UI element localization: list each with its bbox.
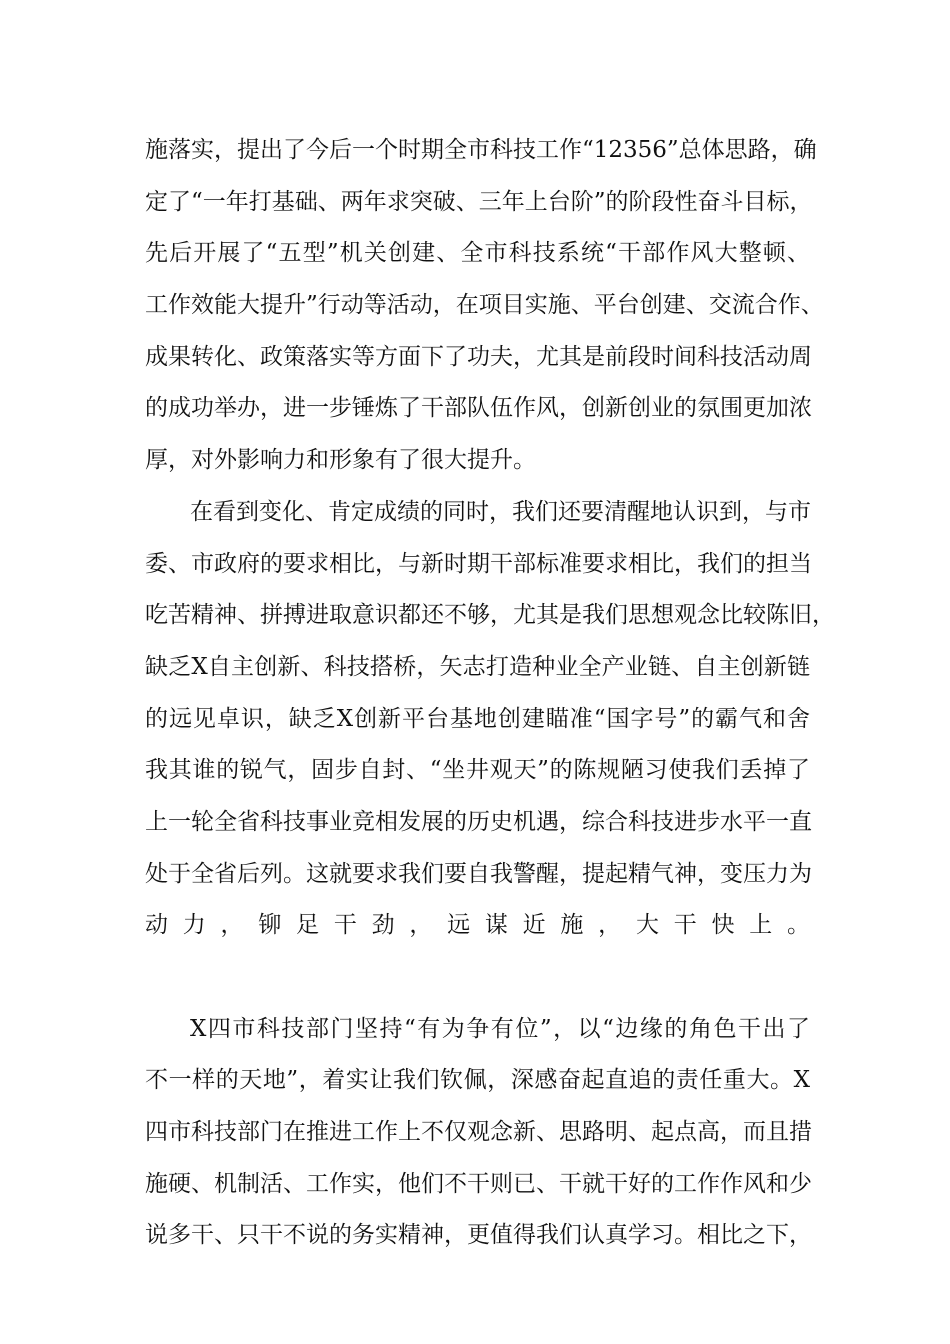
text-line: 厚，对外影响力和形象有了很大提升。 [145, 447, 536, 474]
text-line [0, 952, 810, 1004]
text-line: 先后开展了“五型”机关创建、全市科技系统“干部作风大整顿、 [145, 240, 810, 267]
text-line: 的成功举办，进一步锤炼了干部队伍作风，创新创业的氛围更加浓 [145, 395, 812, 422]
text-line: 我其谁的锐气，固步自封、“坐井观天”的陈规陋习使我们丢掉了 [145, 757, 810, 784]
text-line: 不一样的天地”，着实让我们钦佩，深感奋起直追的责任重大。X [145, 1067, 810, 1094]
text-line: 工作效能大提升”行动等活动，在项目实施、平台创建、交流合作、 [145, 292, 824, 319]
text-line: 说多干、只干不说的务实精神，更值得我们认真学习。相比之下， [145, 1222, 812, 1249]
text-line: 施硬、机制活、工作实，他们不干则已、干就干好的工作作风和少 [145, 1170, 812, 1197]
document-body [0, 125, 950, 1262]
text-line: 处于全省后列。这就要求我们要自我警醒，提起精气神，变压力为 [145, 860, 812, 887]
text-line: 上一轮全省科技事业竞相发展的历史机遇，综合科技进步水平一直 [145, 808, 812, 835]
text-line: 施落实，提出了今后一个时期全市科技工作“12356”总体思路，确 [145, 137, 817, 163]
text-line: 的远见卓识，缺乏X创新平台基地创建瞄准“国字号”的霸气和舍 [145, 705, 810, 732]
text-line: 动力，铆足干劲，远谋近施，大干快上。 [145, 912, 810, 939]
text-line: X四市科技部门坚持“有为争有位”，以“边缘的角色干出了 [190, 1015, 810, 1042]
text-line: 在看到变化、肯定成绩的同时，我们还要清醒地认识到，与市 [190, 498, 811, 525]
text-line: 缺乏X自主创新、科技搭桥，矢志打造种业全产业链、自主创新链 [145, 653, 810, 680]
text-line: 委、市政府的要求相比，与新时期干部标准要求相比，我们的担当 [145, 550, 812, 577]
text-line: 吃苦精神、拼搏进取意识都还不够，尤其是我们思想观念比较陈旧， [145, 602, 835, 629]
text-line: 成果转化、政策落实等方面下了功夫，尤其是前段时间科技活动周 [145, 343, 812, 370]
text-line: 定了“一年打基础、两年求突破、三年上台阶”的阶段性奋斗目标， [145, 188, 813, 215]
text-line: 四市科技部门在推进工作上不仅观念新、思路明、起点高，而且措 [145, 1119, 812, 1146]
